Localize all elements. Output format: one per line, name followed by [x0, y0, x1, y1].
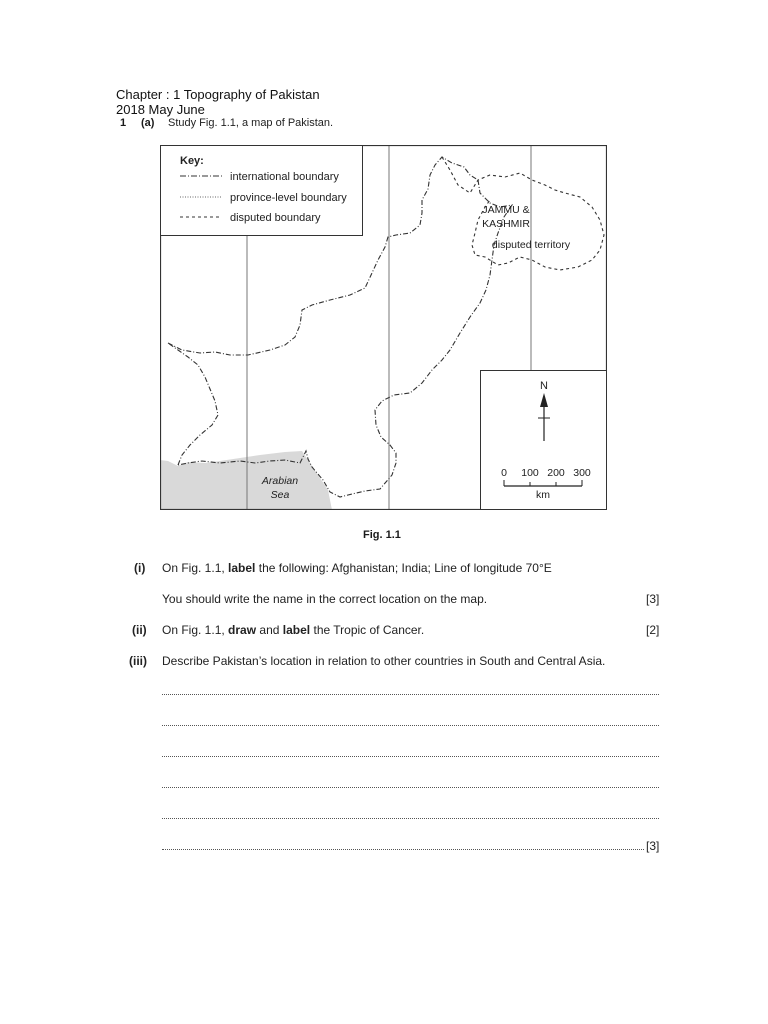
jammu-label: JAMMU &	[482, 204, 530, 216]
map-svg	[160, 145, 607, 510]
key-item-international: international boundary	[230, 171, 339, 183]
arabian-sea	[160, 451, 332, 510]
item-iii-marks: [3]	[646, 839, 660, 853]
key-item-disputed: disputed boundary	[230, 212, 321, 224]
key-title: Key:	[180, 155, 204, 167]
scale-unit: km	[536, 489, 550, 501]
scale-tick-200: 200	[547, 467, 565, 479]
item-i-bold: label	[228, 561, 256, 575]
item-i-number: (i)	[134, 561, 146, 575]
answer-line[interactable]	[162, 849, 644, 850]
arabian-label: Arabian	[261, 475, 299, 487]
item-iii-number: (iii)	[129, 654, 147, 668]
question-number: 1	[120, 117, 127, 129]
north-label: N	[540, 380, 548, 392]
answer-line[interactable]	[162, 756, 659, 757]
sea-label: Sea	[270, 489, 290, 501]
item-i-note: You should write the name in the correct location on the map.	[162, 592, 488, 606]
item-iii-text: Describe Pakistan’s location in relation to other countries in South and Central Asia.	[162, 654, 606, 668]
disputed-territory-label: disputed territory	[491, 239, 571, 251]
figure-caption: Fig. 1.1	[363, 529, 401, 541]
question-instruction: Study Fig. 1.1, a map of Pakistan.	[168, 117, 334, 129]
item-ii-text: On Fig. 1.1, draw and label the Tropic of Cancer.	[162, 623, 425, 637]
exam-session: 2018 May June	[116, 102, 205, 117]
chapter-title: Chapter : 1 Topography of Pakistan	[116, 87, 320, 102]
answer-line[interactable]	[162, 818, 659, 819]
item-ii-marks: [2]	[646, 623, 660, 637]
item-i-marks: [3]	[646, 592, 660, 606]
scale-tick-0: 0	[501, 467, 507, 479]
kashmir-label: KASHMIR	[482, 218, 530, 230]
question-part: (a)	[141, 117, 155, 129]
item-ii-number: (ii)	[132, 623, 147, 637]
scale-tick-100: 100	[521, 467, 539, 479]
answer-line[interactable]	[162, 694, 659, 695]
answer-line[interactable]	[162, 787, 659, 788]
answer-line[interactable]	[162, 725, 659, 726]
pakistan-map	[160, 145, 607, 510]
item-i-text: On Fig. 1.1, label the following: Afghanistan; India; Line of longitude 70°E	[162, 561, 552, 575]
key-item-province: province-level boundary	[230, 192, 347, 204]
scale-tick-300: 300	[573, 467, 591, 479]
